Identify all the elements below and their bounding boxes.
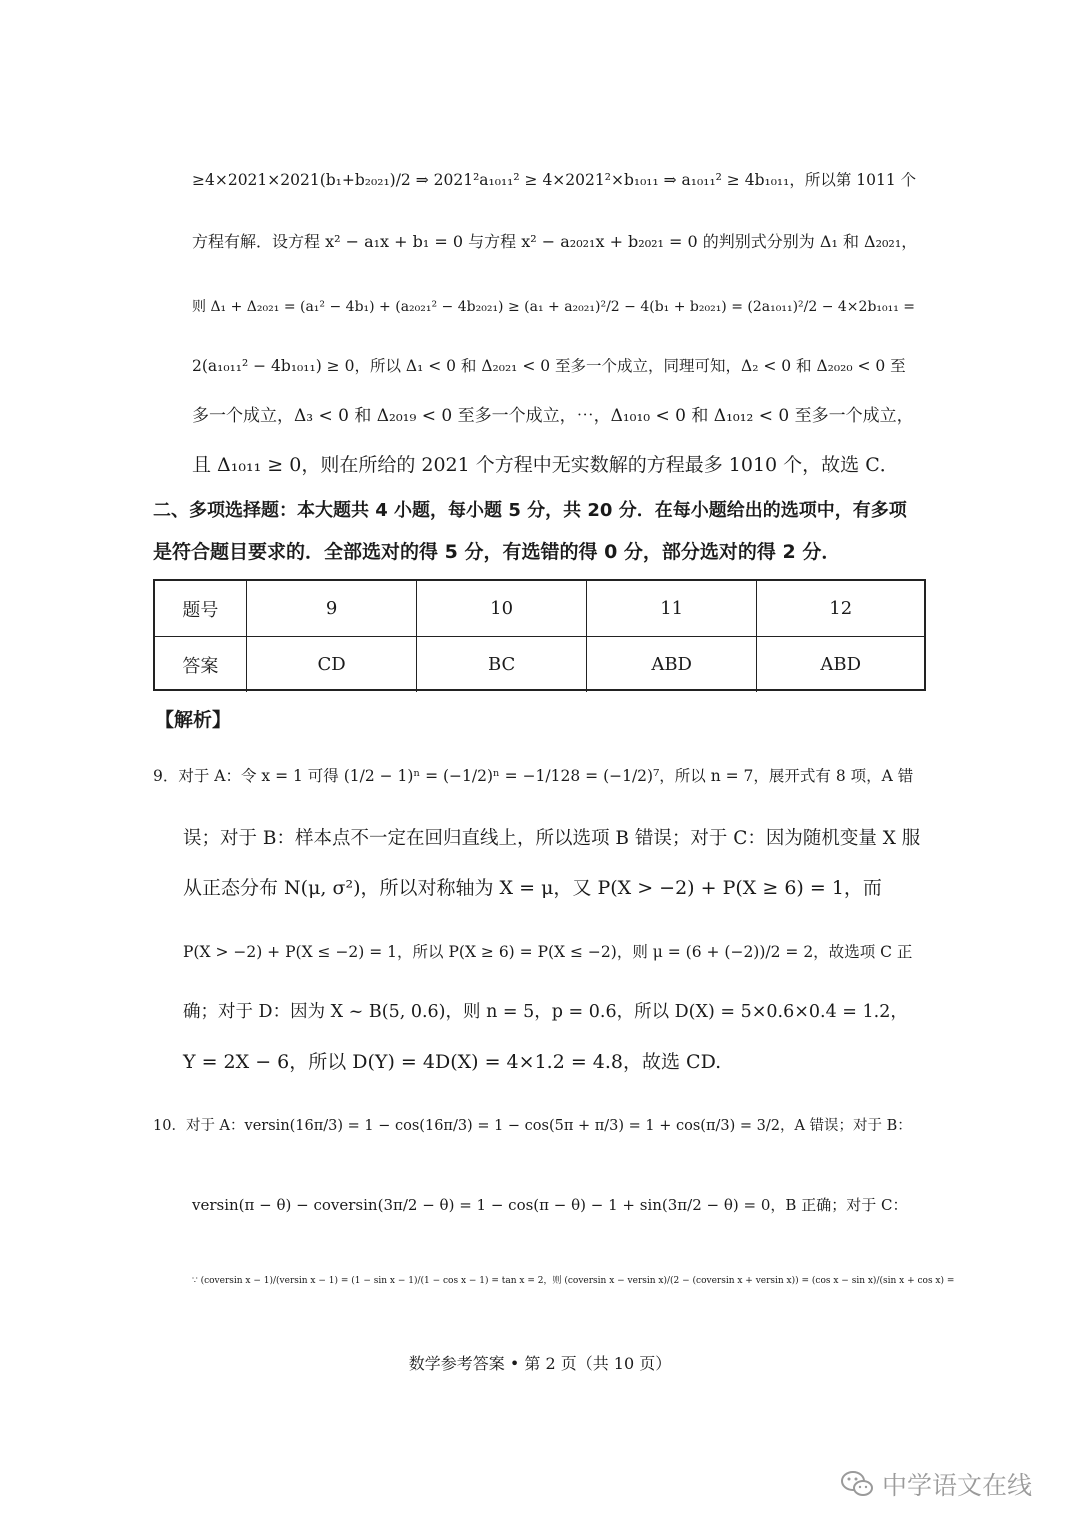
text-line: versin(π − θ) − coversin(3π/2 − θ) = 1 − cos(π − θ) − 1 + sin(3π/2 − θ) = 0，B 正确；对于 C：	[192, 1196, 908, 1214]
section-title: 二、多项选择题：本大题共 4 小题，每小题 5 分，共 20 分．在每小题给出的选项中，有多项	[153, 500, 907, 521]
table-cell: 答案	[182, 655, 219, 677]
table-row	[155, 636, 924, 692]
page-footer: 数学参考答案 • 第 2 页（共 10 页）	[408, 1354, 672, 1373]
table-cell: 10	[416, 581, 586, 636]
text-line: Y = 2X − 6，所以 D(Y) = 4D(X) = 4×1.2 = 4.8，故选 CD.	[183, 1051, 722, 1073]
text-line: P(X > −2) + P(X ≤ −2) = 1，所以 P(X ≥ 6) = P(X ≤ −2)，则 μ = (6 + (−2))/2 = 2，故选项 C 正	[183, 943, 913, 961]
table-cell: 12	[756, 581, 924, 636]
table-cell: ABD	[586, 637, 757, 692]
table-cell: ABD	[756, 637, 924, 692]
text-line: 2(a₁₀₁₁² − 4b₁₀₁₁) ≥ 0，所以 Δ₁ < 0 和 Δ₂₀₂₁ < 0 至多一个成立，同理可知，Δ₂ < 0 和 Δ₂₀₂₀ < 0 至	[192, 357, 906, 375]
text-line: 10．对于 A：versin(16π/3) = 1 − cos(16π/3) = 1 − cos(5π + π/3) = 1 + cos(π/3) = 3/2，A 错误；对于 B：	[153, 1118, 912, 1134]
text-line: 从正态分布 N(μ, σ²)，所以对称轴为 X = μ，又 P(X > −2) + P(X ≥ 6) = 1，而	[183, 877, 882, 899]
table-cell: BC	[416, 637, 586, 692]
table-cell: 11	[586, 581, 757, 636]
watermark-text: 中学语文在线	[882, 1471, 1033, 1500]
text-line: 确；对于 D：因为 X ~ B(5, 0.6)，则 n = 5，p = 0.6，所以 D(X) = 5×0.6×0.4 = 1.2，	[183, 1002, 908, 1022]
text-line: 方程有解．设方程 x² − a₁x + b₁ = 0 与方程 x² − a₂₀₂₁x + b₂₀₂₁ = 0 的判别式分别为 Δ₁ 和 Δ₂₀₂₁，	[192, 232, 918, 251]
text-line: 则 Δ₁ + Δ₂₀₂₁ = (a₁² − 4b₁) + (a₂₀₂₁² − 4b₂₀₂₁) ≥ (a₁ + a₂₀₂₁)²/2 − 4(b₁ + b₂₀₂₁) = (2a₁₀₁₁)²/2 − 4×2b₁₀₁₁ =	[192, 299, 916, 315]
text-line: ≥4×2021×2021(b₁+b₂₀₂₁)/2 ⇒ 2021²a₁₀₁₁² ≥ 4×2021²×b₁₀₁₁ ⇒ a₁₀₁₁² ≥ 4b₁₀₁₁，所以第 1011 个	[192, 171, 917, 189]
text-line: 且 Δ₁₀₁₁ ≥ 0，则在所给的 2021 个方程中无实数解的方程最多 1010 个，故选 C．	[192, 454, 899, 476]
section-title: 是符合题目要求的．全部选对的得 5 分，有选错的得 0 分，部分选对的得 2 分．	[153, 541, 841, 563]
wechat-icon	[840, 1469, 874, 1499]
table-cell: CD	[246, 637, 417, 692]
table-row	[155, 581, 924, 636]
table-cell: 题号	[182, 599, 219, 621]
text-line: ∵ (coversin x − 1)/(versin x − 1) = (1 − sin x − 1)/(1 − cos x − 1) = tan x = 2，则 (coversin x − versin x)/(2 − (coversin x + versin x)) = (cos x − sin x)/(sin x + cos x) =	[192, 1276, 955, 1286]
analysis-heading: 【解析】	[155, 709, 232, 731]
answer-table	[153, 579, 926, 691]
watermark	[840, 1466, 1032, 1502]
text-line: 9．对于 A：令 x = 1 可得 (1/2 − 1)ⁿ = (−1/2)ⁿ = −1/128 = (−1/2)⁷，所以 n = 7，展开式有 8 项，A 错	[153, 767, 914, 785]
table-cell: 9	[246, 581, 417, 636]
text-line: 多一个成立，Δ₃ < 0 和 Δ₂₀₁₉ < 0 至多一个成立，⋯，Δ₁₀₁₀ < 0 和 Δ₁₀₁₂ < 0 至多一个成立，	[192, 406, 914, 426]
text-line: 误；对于 B：样本点不一定在回归直线上，所以选项 B 错误；对于 C：因为随机变量 X 服	[183, 828, 921, 849]
